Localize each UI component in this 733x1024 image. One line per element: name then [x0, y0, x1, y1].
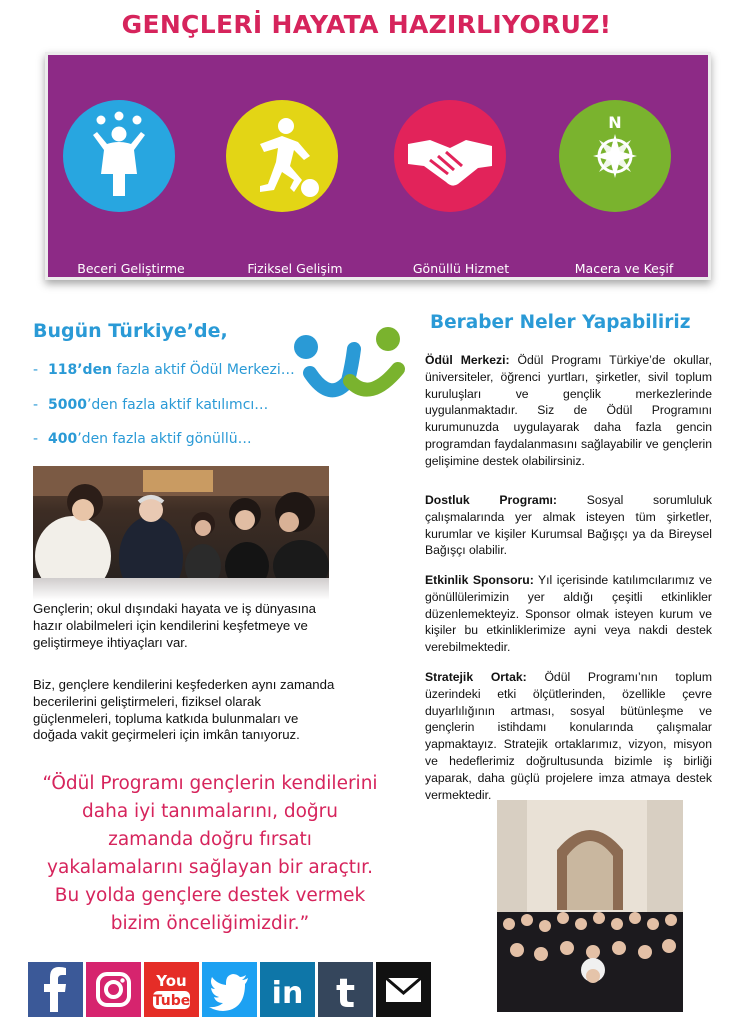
block-heading: Etkinlik Sponsoru: [425, 573, 534, 587]
facebook-icon[interactable] [28, 962, 83, 1017]
youtube-icon[interactable] [144, 962, 199, 1017]
mission-paragraph: Biz, gençlere kendilerini keşfederken aynı zamanda becerilerini geliştirmeleri, fiziksel olarak güçlenmeleri, topluma katkıda bulunmaları ve doğada vakit geçirmeleri için imkân tanıyoruz. [33, 677, 335, 743]
block-friendship-program [425, 492, 712, 559]
block-heading: Ödül Merkezi: [425, 353, 510, 367]
football-player-icon [226, 100, 338, 212]
email-icon[interactable] [376, 962, 431, 1017]
svg-text:Tube: Tube [152, 993, 191, 1009]
page-title: GENÇLERİ HAYATA HAZIRLIYORUZ! [121, 10, 612, 39]
stats-heading: Bugün Türkiye’de, [33, 320, 228, 342]
block-strategic-partner [425, 669, 712, 803]
stat-participants: - 5000’den fazla aktif katılımcı… [33, 397, 269, 413]
twitter-icon[interactable] [202, 962, 257, 1017]
quote-block: “Ödül Programı gençlerin kendilerini daha iyi tanımalarını, doğru zamanda doğru fırsatı yakalamalarını sağlayan bir araçtır. Bu yolda gençlere destek vermek bizim önceliğimizdir.” [42, 773, 378, 934]
stat-text: ’den fazla aktif katılımcı… [86, 397, 269, 413]
svg-text:t: t [335, 971, 356, 1017]
block-text: Ödül Programı Türkiye’de okullar, üniversiteler, öğrenci yurtları, şirketler, sivil toplum kuruluşları ve gençlik merkezlerinde uygulanmaktadır. Siz de Ödül Programını kurumunuzda uygulayarak daha fazla gencin programdan faydalanmasını sağlayabilir ve gençlerin gelişimine destek olabilirsiniz. [425, 353, 712, 468]
block-award-centre [425, 352, 712, 470]
caption-volunteering: Gönüllü Hizmet [412, 261, 510, 276]
award-logo [290, 325, 412, 405]
compass-icon [559, 100, 671, 212]
block-text: Ödül Programı’nın toplum üzerindeki etki ölçütlerinden, özellikle çevre duyarlılığının artması, sosyal bütünleşme ve gençlerin istihdamı konularında çalışmalar yapmaktayız. Stratejik ortaklarımız, vizyon, misyon ve hedeflerimiz doğrultusunda bizimle iş birliği yaparak, daha güçlü projelere imza atmaya destek vermektedir. [425, 670, 712, 802]
stat-text: ’den fazla aktif gönüllü… [77, 431, 252, 447]
instagram-icon[interactable] [86, 962, 141, 1017]
stat-volunteers: - 400’den fazla aktif gönüllü… [33, 431, 252, 447]
caption-adventure: Macera ve Keşif [574, 261, 674, 276]
photo-reflection [33, 578, 329, 600]
stat-number: 5000 [48, 397, 87, 413]
svg-text:You: You [156, 972, 187, 990]
block-heading: Dostluk Programı: [425, 493, 557, 507]
handshake-icon [394, 100, 506, 212]
program-areas-banner [45, 52, 711, 280]
tumblr-icon[interactable] [318, 962, 373, 1017]
block-heading: Stratejik Ortak: [425, 670, 527, 684]
section-heading-together: Beraber Neler Yapabiliriz [430, 312, 691, 333]
linkedin-icon[interactable] [260, 962, 315, 1017]
intro-paragraph: Gençlerin; okul dışındaki hayata ve iş dünyasına hazır olabilmeleri için kendilerini keşfetmeye ve geliştirmeye ihtiyaçları var. [33, 601, 316, 650]
svg-text:in: in [271, 976, 304, 1011]
block-text: Sosyal sorumluluk çalışmalarında yer almak isteyen tüm şirketler, kurumlar ve kişiler Kurumsal Bağışçı ya da Bireysel Bağışçı olabilir. [425, 493, 712, 558]
stat-number: 400 [48, 431, 78, 447]
juggler-icon [63, 100, 175, 212]
compass-north-label: N [608, 113, 622, 132]
caption-physical: Fiziksel Gelişim [247, 261, 343, 276]
stat-award-centres: - 118’den fazla aktif Ödül Merkezi… [33, 362, 295, 378]
block-event-sponsor [425, 572, 712, 656]
photo-royal-visit [33, 466, 329, 578]
stat-number: 118’den [48, 362, 113, 378]
photo-graduates-group [497, 800, 683, 1012]
stat-text: fazla aktif Ödül Merkezi… [112, 362, 295, 378]
block-text: Yıl içerisinde katılımcılarımız ve gönüllülerimizin yer aldığı çeşitli etkinlikler düzenlemekteyiz. Sponsor olmak isteyen kurum ve kişiler bu etkinliklerimize ayni veya nakdi destek verebilmektedir. [425, 573, 712, 655]
caption-skills: Beceri Geliştirme [77, 261, 185, 276]
